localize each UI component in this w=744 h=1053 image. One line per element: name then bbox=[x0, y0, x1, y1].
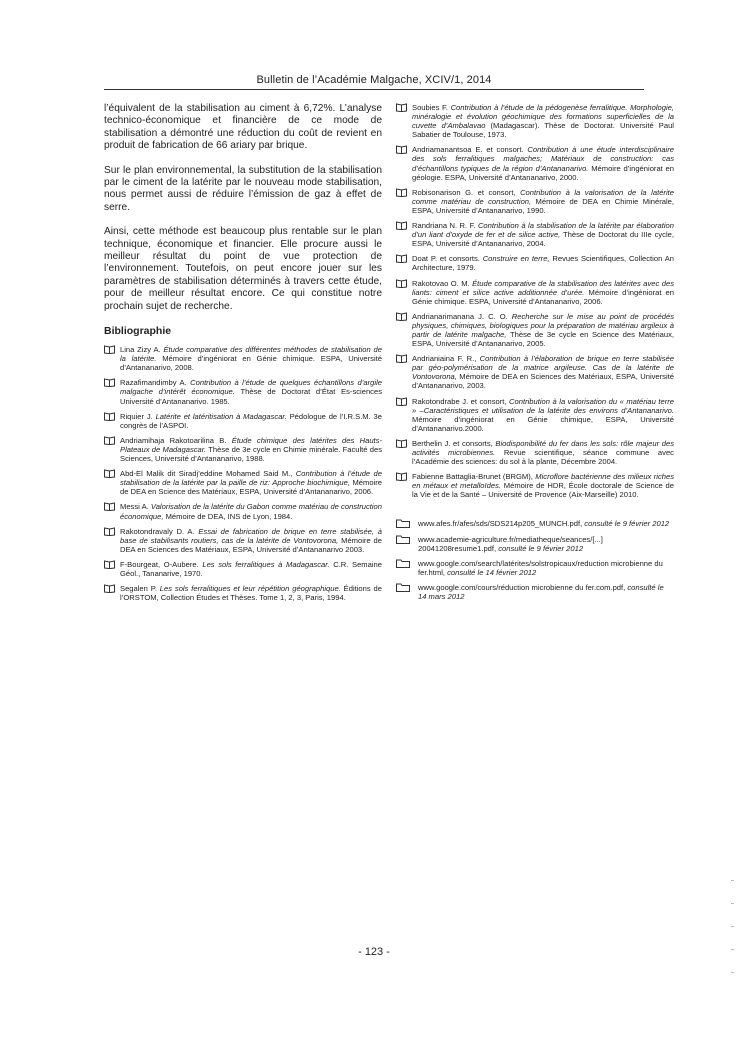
paragraph: l’équivalent de la stabilisation au ciment à 6,72%. L’analyse technico-économique et financière de ce mode de stabilisation a démontré une réduction du coût de revient en produit de fabrication de 66 ariary par brique. bbox=[104, 103, 382, 152]
reference-author: F-Bourgeat, O-Aubere. bbox=[120, 559, 203, 569]
web-reference-date: consulté le 9 février 2012 bbox=[498, 543, 584, 553]
book-icon bbox=[396, 279, 407, 288]
book-icon bbox=[396, 254, 407, 263]
web-reference-date: consulté le 14 mars 2012 bbox=[418, 582, 664, 602]
reference-details: Thèse de 3e cycle en Chimie minérale. Faculté des Sciences, Université d’Antananarivo, 1988. bbox=[120, 444, 382, 464]
book-icon bbox=[104, 560, 115, 569]
web-reference-url[interactable]: www.academie-agriculture.fr/mediatheque/seances/[...] 20041208resume1.pdf, bbox=[418, 534, 603, 553]
reference-item bbox=[396, 221, 674, 248]
reference-details: Mémoire de DEA en Chimie Minérale, ESPA, Université d’Antananarivo, 1990. bbox=[412, 196, 674, 215]
reference-title: Latérite et latéritisation à Madagascar. bbox=[155, 411, 287, 421]
reference-author: Andrianarimanana J. C. O. bbox=[412, 311, 512, 321]
reference-title: Les sols ferralitiques et leur répétition géographique. bbox=[159, 584, 341, 594]
reference-item bbox=[104, 502, 382, 520]
book-icon bbox=[104, 436, 115, 445]
reference-author: Doat P. et consorts. bbox=[412, 254, 483, 264]
reference-details: Revues Scientifiques, Collection An Architecture, 1979. bbox=[412, 254, 674, 273]
reference-author: Rakotondrabe J. et consort, bbox=[412, 396, 510, 406]
book-icon bbox=[396, 145, 407, 154]
book-icon bbox=[104, 378, 115, 387]
book-icon bbox=[396, 221, 407, 230]
book-icon bbox=[104, 502, 115, 511]
web-reference-item bbox=[396, 583, 674, 601]
book-icon bbox=[396, 354, 407, 363]
web-reference-url[interactable]: www.afes.fr/afes/sds/SDS214p205_MUNCH.pdf, bbox=[418, 519, 585, 529]
web-reference-date: consulté le 14 février 2012 bbox=[447, 567, 537, 577]
reference-details: Pédologue de l’I.R.S.M. 3e congrès de l’ASPOI. bbox=[120, 411, 382, 430]
reference-author: Soubies F. bbox=[412, 103, 451, 112]
reference-list bbox=[104, 345, 382, 602]
left-column bbox=[104, 103, 382, 608]
page-number: - 123 - bbox=[358, 946, 390, 958]
web-reference-item bbox=[396, 535, 674, 553]
reference-details: Mémoire d’ingéniorat en Génie chimique. ESPA, Université d’Antananarivo, 2008. bbox=[120, 354, 382, 373]
reference-details: Mémoire de DEA en Sciences des Matériaux, ESPA, Université d’Antananarivo, 2003. bbox=[412, 372, 674, 391]
reference-item bbox=[396, 439, 674, 466]
reference-title: Contribution à l’étude de quelques échantillons d’argile malgache d’intérêt économique. bbox=[120, 378, 382, 397]
reference-author: Segalen P. bbox=[120, 584, 160, 594]
book-icon bbox=[396, 397, 407, 406]
reference-title: Biodisponibilité du fer dans les sols: rôle majeur des activités microbiennes. bbox=[412, 438, 674, 457]
web-reference-item bbox=[396, 519, 674, 528]
reference-details: Mémoire de DEA, INS de Lyon, 1984. bbox=[163, 511, 293, 521]
reference-title: Contribution à la stabilisation de la latérite par élaboration d’un liant d’oxyde de fer et de silice active, bbox=[412, 221, 674, 240]
reference-item bbox=[396, 279, 674, 306]
book-icon bbox=[104, 584, 115, 593]
reference-author: Randriana N. R. F. bbox=[412, 221, 478, 231]
bibliography-title: Bibliographie bbox=[104, 325, 172, 338]
reference-title: Contribution à l’étude de stabilisation de la latérite par la paille de riz: Approche biochimique, bbox=[120, 469, 383, 488]
reference-item bbox=[104, 412, 382, 430]
reference-author: Robisonarison G. et consort, bbox=[412, 187, 521, 197]
web-reference-item bbox=[396, 559, 674, 577]
reference-title: Recherche sur le mise au point de procédés physiques, chimiques, biologiques pour la préparation de matériau argileux à partir de latérite malgache, bbox=[412, 311, 674, 339]
reference-item bbox=[104, 560, 382, 578]
web-reference-url[interactable]: www.google.com/search/latérites/solstropicaux/reduction microbienne du fer.html, bbox=[418, 558, 663, 577]
reference-details: Mémoire d’ingéniorat en Génie chimique. ESPA, Université d’Antananarivo, 2006. bbox=[412, 287, 675, 306]
reference-title: Les sols ferralitiques à Madagascar. bbox=[202, 559, 330, 569]
reference-item bbox=[396, 188, 674, 215]
reference-details: Thèse de Doctorat du IIIe cycle, ESPA, Université d’Antananarivo, 2004. bbox=[412, 230, 674, 249]
reference-details: Mémoire de HDR, École doctorale de Science de la Vie et de la Santé – Université de Provence (Aix-Marseille) 2010. bbox=[412, 481, 674, 500]
reference-title: Contribution à la valorisation de la latérite comme matériau de construction, bbox=[412, 187, 674, 206]
reference-title: Construire en terre, bbox=[482, 254, 550, 264]
web-reference-date: consulté le 9 février 2012 bbox=[584, 519, 670, 529]
reference-author: Abd-El Malik dit Siradj’eddine Mohamed Said M., bbox=[120, 469, 296, 479]
reference-item bbox=[104, 469, 382, 496]
reference-author: Andrianiaina F. R., bbox=[412, 354, 480, 364]
book-icon bbox=[396, 103, 407, 112]
reference-item bbox=[396, 354, 674, 390]
page-header: Bulletin de l’Académie Malgache, XCIV/1, 2014 bbox=[256, 74, 492, 86]
reference-title: Essai de fabrication de brique en terre stabilisée, à base de stabilisants routiers, cas de la latérite de Vontovorona, bbox=[120, 526, 382, 545]
reference-author: Riquier J. bbox=[120, 411, 156, 421]
reference-item bbox=[104, 345, 382, 372]
scan-edge-marks bbox=[731, 880, 734, 995]
right-column bbox=[396, 103, 674, 607]
paragraph: Sur le plan environnemental, la substitution de la stabilisation par le ciment de la latérite par le nouveau mode stabilisation, nous permet aussi de réduire l’émission de gaz à effet de serre. bbox=[104, 164, 382, 213]
reference-author: Fabienne Battaglia-Brunet (BRGM), bbox=[412, 472, 536, 482]
reference-item bbox=[104, 584, 382, 602]
reference-details: Thèse de Doctorat d’État Es-sciences Université d’Antananarivo. 1985. bbox=[120, 387, 382, 406]
reference-title: Microflore bactérienne des milieux riches en métaux et metalloïdes. bbox=[412, 472, 674, 491]
reference-title: Contribution à une étude interdisciplinaire des sols ferralitiques malgaches; Matériaux de construction: cas d’échantillons typiques de la région d’Antananarivo. bbox=[412, 145, 674, 173]
folder-icon bbox=[396, 535, 410, 544]
reference-item bbox=[396, 103, 674, 139]
reference-title: Contribution à l’élaboration de brique en terre stabilisée par géo-polymérisation de la matrice argileuse. Cas de la latérite de Vontovorona, bbox=[412, 354, 674, 382]
reference-details: Mémoire d’ingéniorat en Génie chimique, ESPA, Université d’Antananarivo.2000. bbox=[412, 414, 674, 433]
reference-item bbox=[396, 145, 674, 181]
reference-item bbox=[104, 436, 382, 463]
reference-author: Lina Zizy A. bbox=[120, 345, 164, 355]
reference-item bbox=[396, 397, 674, 433]
reference-author: Berthelin J. et consorts, bbox=[412, 438, 496, 448]
book-icon bbox=[104, 527, 115, 536]
folder-icon bbox=[396, 583, 410, 592]
reference-title: Étude chimique des latérites des Hauts-Plateaux de Madagascar. bbox=[120, 435, 382, 454]
web-reference-list bbox=[396, 519, 674, 601]
reference-item bbox=[104, 527, 382, 554]
book-icon bbox=[396, 472, 407, 481]
reference-title: Étude comparative de la stabilisation des latérites avec des liants: ciment et silice active additionnée d’urée. bbox=[412, 278, 674, 297]
reference-title: Contribution à l’étude de la pédogenèse ferralitique. Morphologie, minéralogie et évolution géochimique des formations superficielles de la cuvette d’Ambalavao bbox=[412, 103, 674, 131]
reference-author: Andriamihaja Rakotoarilina B. bbox=[120, 435, 232, 445]
reference-title: Étude comparative des différentes méthodes de stabilisation de la latérite. bbox=[120, 345, 382, 364]
reference-details: Mémoire d’ingéniorat en géologie. ESPA, Université d’Antananarivo, 2000. bbox=[412, 163, 674, 182]
reference-details: Mémoire de DEA en Science des Matériaux, ESPA, Université d’Antananarivo, 2006. bbox=[120, 478, 382, 497]
reference-item bbox=[396, 312, 674, 348]
folder-icon bbox=[396, 519, 410, 528]
reference-author: Messi A. bbox=[120, 502, 151, 512]
book-icon bbox=[396, 312, 407, 321]
book-icon bbox=[396, 188, 407, 197]
web-reference-url[interactable]: www.google.com/cours/réduction microbienne du fer.com.pdf, bbox=[418, 582, 628, 592]
reference-title: Valorisation de la latérite du Gabon comme matériau de construction économique, bbox=[120, 502, 383, 521]
reference-title: Contribution à la valorisation du « matériau terre » –Caractéristiques et utilisation de la latérite des environs d’Antananarivo. bbox=[412, 396, 674, 415]
paragraph: Ainsi, cette méthode est beaucoup plus rentable sur le plan technique, économique et financier. Elle procure aussi le meilleur résultat du point de vue protection de l’environnement. Toutefois, on peut encore jouer sur les paramètres de stabilisation déterminés à travers cette étude, pour de meilleur résultat encore. Ce qui constitue notre prochain sujet de recherche. bbox=[104, 226, 382, 312]
reference-details: Éditions de l’ORSTOM, Collection Études et Thèses. Tome 1, 2, 3, Paris, 1994. bbox=[120, 584, 382, 603]
reference-details: Revue scientifique, séance commune avec l’Académie des sciences: du sol à la plante, Décembre 2004. bbox=[412, 448, 674, 467]
reference-author: Razafimandimby A. bbox=[120, 378, 191, 388]
book-icon bbox=[104, 345, 115, 354]
reference-item bbox=[104, 378, 382, 405]
book-icon bbox=[104, 412, 115, 421]
folder-icon bbox=[396, 559, 410, 568]
reference-details: C.R. Semaine Géol., Tananarive, 1970. bbox=[120, 559, 382, 578]
header-rule bbox=[104, 89, 644, 90]
reference-details: Mémoire de DEA en Sciences des Matériaux, ESPA, Université d’Antananarivo 2003. bbox=[120, 535, 382, 554]
reference-details: Thèse de 3e cycle en Science des Matériaux, ESPA, Université d’Antananarivo, 2005. bbox=[412, 329, 674, 349]
reference-author: Rakotovao O. M. bbox=[412, 278, 473, 288]
reference-item bbox=[396, 472, 674, 499]
reference-author: Rakotondravaly D. A. bbox=[120, 526, 199, 536]
reference-author: Andriamanantsoa E. et consort. bbox=[412, 145, 528, 155]
reference-details: (Madagascar). Thèse de Doctorat. Université Paul Sabatier de Toulouse, 1973. bbox=[412, 121, 674, 140]
book-icon bbox=[104, 469, 115, 478]
book-icon bbox=[396, 439, 407, 448]
reference-list bbox=[396, 103, 674, 499]
reference-item bbox=[396, 254, 674, 272]
